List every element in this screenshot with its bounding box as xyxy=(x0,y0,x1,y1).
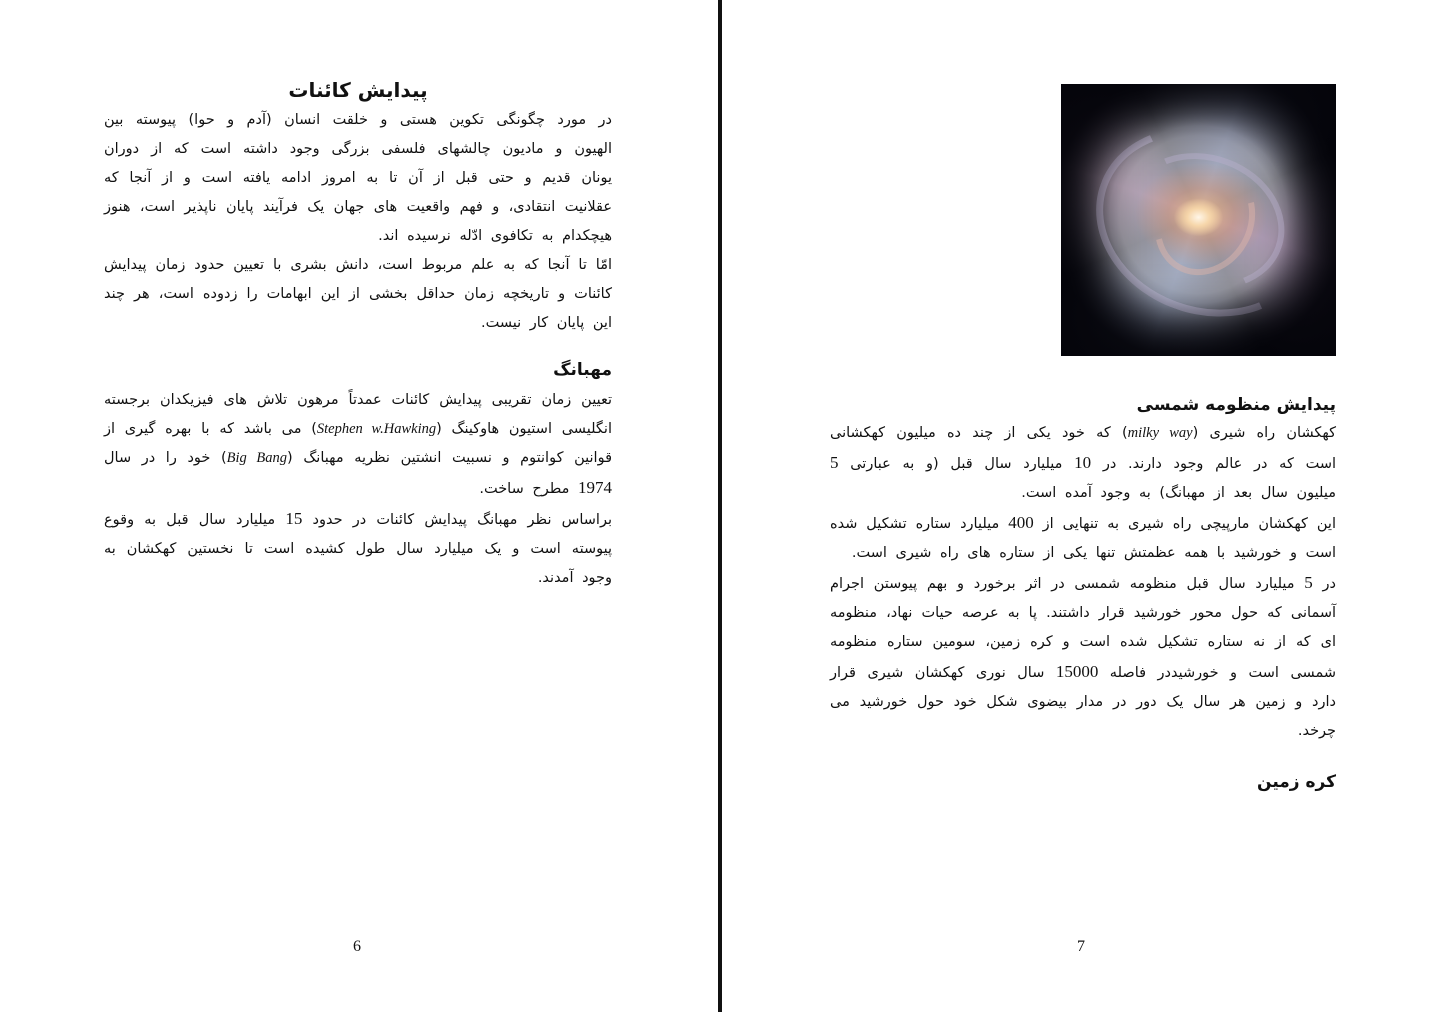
galaxy-arm xyxy=(1069,97,1336,347)
text-segment: میلیارد ستاره تشکیل شده است و خورشید با همه عظمتش تنها یکی از ستاره های راه شیری است. xyxy=(830,516,1336,561)
number-15000: 15000 xyxy=(1055,662,1099,681)
text-segment: ) می باشد که با بهره گیری از قوانین کوانتوم و نسبیت انشتین نظریه مهبانگ ( xyxy=(104,421,612,466)
section-heading-big-bang: مهبانگ xyxy=(553,360,612,380)
page-number-right: 7 xyxy=(1077,938,1085,955)
latin-term-milky-way: milky way xyxy=(1127,425,1193,441)
number-10: 10 xyxy=(1074,453,1092,472)
section-heading-earth: کره زمین xyxy=(1257,772,1336,792)
number-5: 5 xyxy=(830,453,839,472)
latin-name-hawking: Stephen w.Hawking xyxy=(316,421,437,437)
galaxy-arm xyxy=(1106,131,1303,310)
text-segment: کهکشان راه شیری ( xyxy=(1192,425,1336,441)
paragraph-science: امّا تا آنجا که به علم مربوط است، دانش بشری با تعیین حدود زمان پیدایش کائنات و تاریخچه زمان حداقل بخشی از این ابهامات را زدوده است، هر چند این پایان کار نیست. xyxy=(104,257,612,331)
paragraph-milky-way xyxy=(830,419,1336,508)
text-segment: مطرح ساخت. xyxy=(479,481,578,497)
text-segment: در xyxy=(1312,576,1336,592)
chapter-title: پیدایش کائنات xyxy=(288,78,428,102)
latin-term-big-bang: Big Bang xyxy=(226,450,288,466)
year-number: 1974 xyxy=(578,478,612,497)
text-segment: میلیون سال بعد از مهبانگ) به وجود آمده است. xyxy=(1021,485,1336,501)
page-number-left: 6 xyxy=(353,938,361,955)
text-segment: ) که خود یکی از چند ده میلیون کهکشانی است که در عالم وجود دارند. در xyxy=(830,425,1336,472)
text-segment: سال نوری کهکشان شیری قرار دارد و زمین هر سال یک دور در مدار بیضوی شکل خود حول خورشید می چرخد. xyxy=(830,665,1336,739)
paragraph-hawking xyxy=(104,386,612,504)
text-segment: تعیین زمان تقریبی پیدایش کائنات عمدتاً مرهون تلاش های فیزیکدان برجسته انگلیسی استیون هاوکینگ ( xyxy=(104,392,612,437)
number-400: 400 xyxy=(1008,513,1034,532)
paragraph-intro: در مورد چگونگی تکوین هستی و خلقت انسان (آدم و حوا) پیوسته بین الهیون و مادیون چالشهای فلسفی بزرگی وجود داشته است که از دوران یونان قدیم و حتی قبل از آن تا به امروز ادامه یافته است و از آنجا که عقلانیت انتقادی، و فهم واقعیت های جهان یک فرآیند پایان ناپذیر است، هنوز هیچکدام به تکافوی ادّله نرسیده اند. xyxy=(104,112,612,244)
text-segment: میلیارد سال قبل منظومه شمسی در اثر برخورد و بهم پیوستن اجرام آسمانی که حول محور خورشید قرار داشتند. پا به عرصه حیات نهاد، منظومه ای که از نه ستاره تشکیل شده است و کره زمین، سومین ستاره منظومه شمسی است و خورشیددر فاصله xyxy=(830,576,1336,681)
paragraph-age-universe xyxy=(104,504,612,593)
section-heading-solar-system: پیدایش منظومه شمسی xyxy=(1136,395,1336,415)
text-segment: براساس نظر مهبانگ پیدایش کائنات در حدود xyxy=(302,512,612,528)
left-page-content xyxy=(104,78,612,593)
text-segment: میلیارد سال قبل به وقوع پیوسته است و یک میلیارد سال طول کشیده است تا نخستین کهکشان به وجود آمدند. xyxy=(104,512,612,586)
text-segment: ) خود را در سال xyxy=(104,450,227,466)
right-page-content xyxy=(830,395,1336,792)
number-15: 15 xyxy=(285,509,303,528)
galaxy-arm xyxy=(1135,148,1274,293)
milky-way-galaxy-image xyxy=(1061,84,1336,356)
number-5: 5 xyxy=(1304,573,1313,592)
paragraph-spiral-galaxy xyxy=(830,508,1336,568)
paragraph-solar-system xyxy=(830,568,1336,746)
text-segment: میلیارد سال قبل (و به عبارتی xyxy=(838,456,1075,472)
text-segment: این کهکشان مارپیچی راه شیری به تنهایی از xyxy=(1033,516,1336,532)
